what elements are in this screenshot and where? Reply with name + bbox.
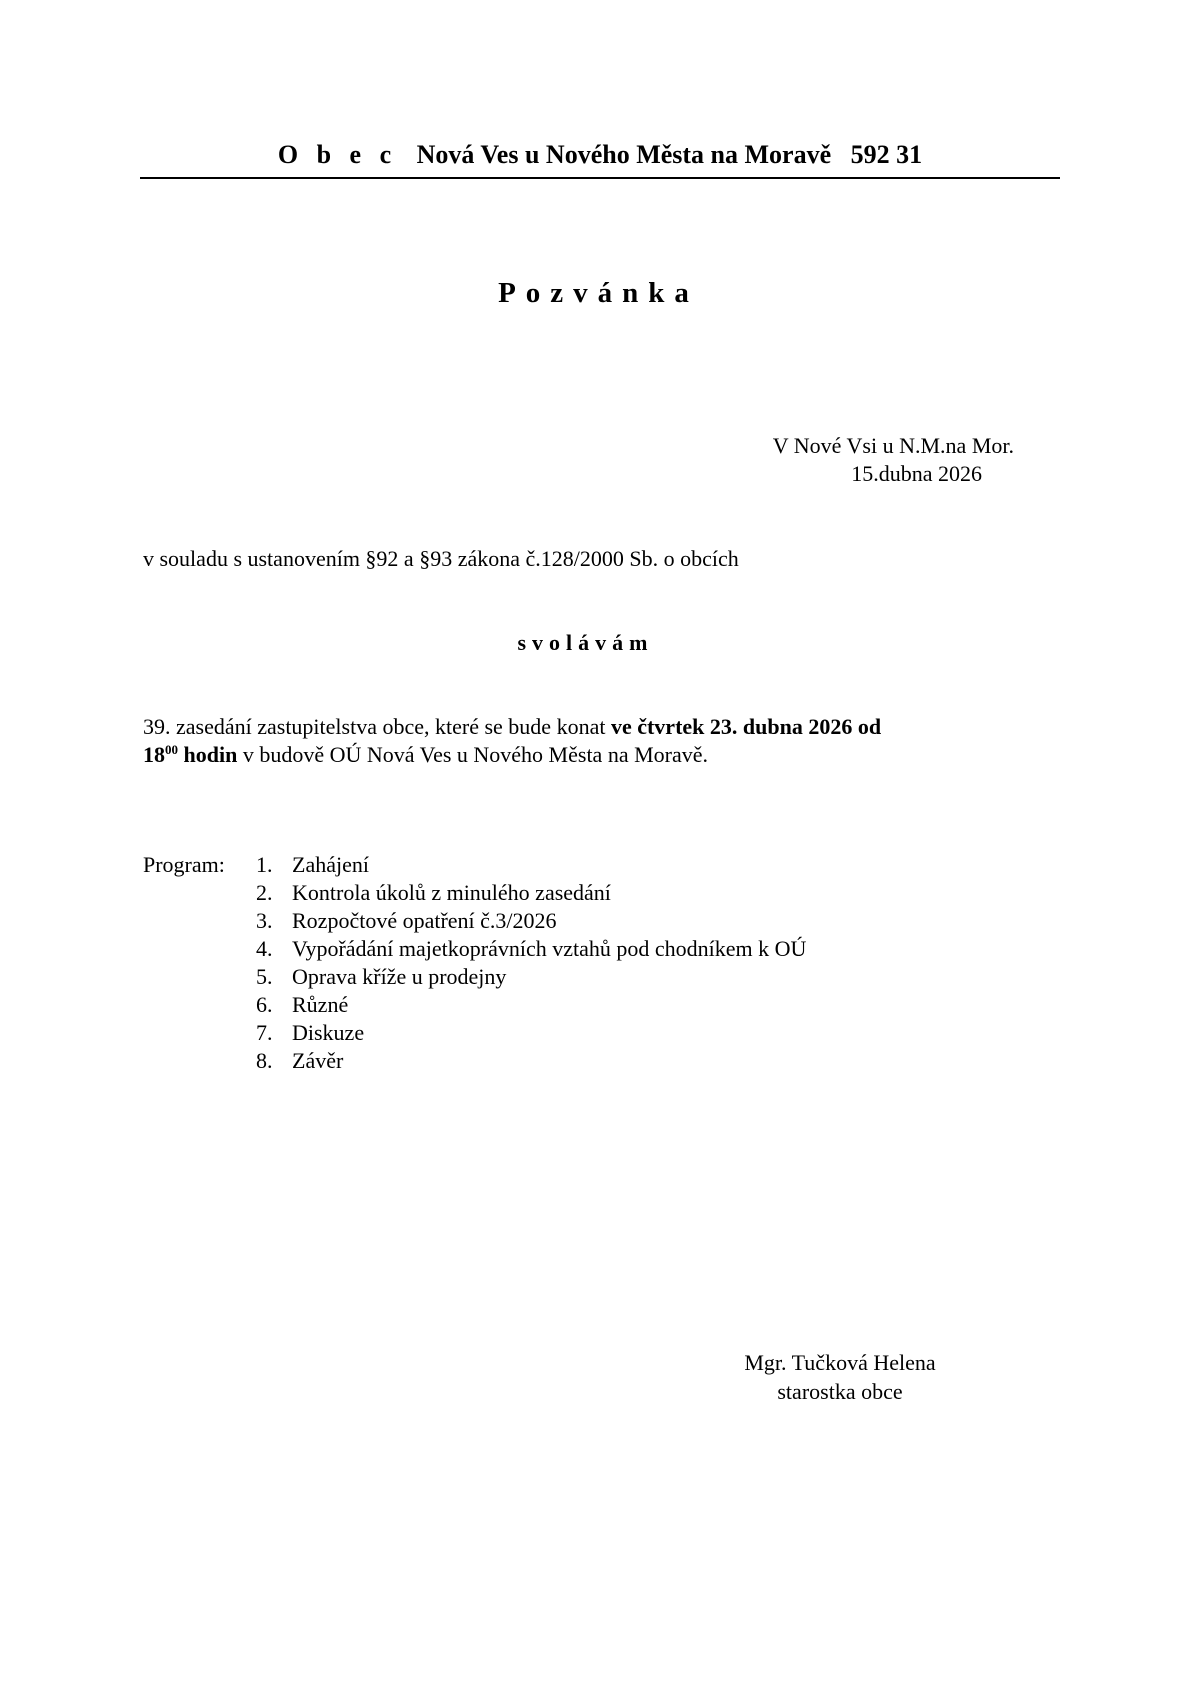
document-title: Pozvánka bbox=[498, 277, 699, 309]
program-item-number: 1. bbox=[256, 852, 273, 877]
program-item-text: Oprava kříže u prodejny bbox=[292, 964, 507, 989]
signature-block bbox=[700, 1348, 980, 1406]
meeting-date-text: ve čtvrtek 23. dubna 2026 od bbox=[610, 714, 882, 739]
program-item-text: Zahájení bbox=[292, 852, 369, 877]
program-item-number: 5. bbox=[256, 964, 273, 989]
place-date-block bbox=[650, 432, 1070, 488]
meeting-location-text: v budově OÚ Nová Ves u Nového Města na Moravě. bbox=[237, 742, 708, 767]
meeting-hour: 18 bbox=[143, 742, 165, 767]
program-item bbox=[256, 851, 956, 879]
program-item-text: Různé bbox=[292, 992, 349, 1017]
program-item-number: 6. bbox=[256, 992, 273, 1017]
meeting-hour-text bbox=[143, 742, 237, 767]
meeting-hour-suffix: hodin bbox=[178, 742, 238, 767]
place-line: V Nové Vsi u N.M.na Mor. bbox=[772, 433, 1014, 458]
program-item-number: 3. bbox=[256, 908, 273, 933]
program-item-text: Vypořádání majetkoprávních vztahů pod chodníkem k OÚ bbox=[292, 936, 807, 961]
intro-paragraph: v souladu s ustanovením §92 a §93 zákona č.128/2000 Sb. o obcích bbox=[143, 546, 739, 571]
meeting-lead-text: 39. zasedání zastupitelstva obce, které se bude konat bbox=[143, 714, 611, 739]
program-item-text: Rozpočtové opatření č.3/2026 bbox=[292, 908, 557, 933]
program-item-number: 8. bbox=[256, 1048, 273, 1073]
meeting-minutes: 00 bbox=[165, 742, 178, 757]
letterhead-prefix: O b e c bbox=[277, 140, 398, 169]
program-item bbox=[256, 991, 956, 1019]
meeting-paragraph bbox=[143, 713, 1043, 769]
program-item bbox=[256, 963, 956, 991]
letterhead bbox=[140, 140, 1060, 170]
convene-heading: svolávám bbox=[517, 630, 654, 655]
program-item bbox=[256, 935, 956, 963]
letterhead-postal-code: 592 31 bbox=[850, 140, 923, 169]
program-label: Program: bbox=[143, 852, 225, 877]
program-list bbox=[256, 851, 956, 1075]
letterhead-divider bbox=[140, 177, 1060, 179]
signatory-role: starostka obce bbox=[777, 1379, 903, 1404]
program-item-number: 4. bbox=[256, 936, 273, 961]
program-item bbox=[256, 907, 956, 935]
date-line: 15.dubna 2026 bbox=[851, 461, 982, 486]
program-item-text: Diskuze bbox=[292, 1020, 365, 1045]
program-item bbox=[256, 1047, 956, 1075]
program-item-number: 7. bbox=[256, 1020, 273, 1045]
program-item-number: 2. bbox=[256, 880, 273, 905]
program-item bbox=[256, 879, 956, 907]
program-item-text: Kontrola úkolů z minulého zasedání bbox=[292, 880, 611, 905]
program-item-text: Závěr bbox=[292, 1048, 344, 1073]
signatory-name: Mgr. Tučková Helena bbox=[744, 1350, 936, 1375]
letterhead-municipality-name: Nová Ves u Nového Města na Moravě bbox=[416, 140, 832, 169]
program-item bbox=[256, 1019, 956, 1047]
